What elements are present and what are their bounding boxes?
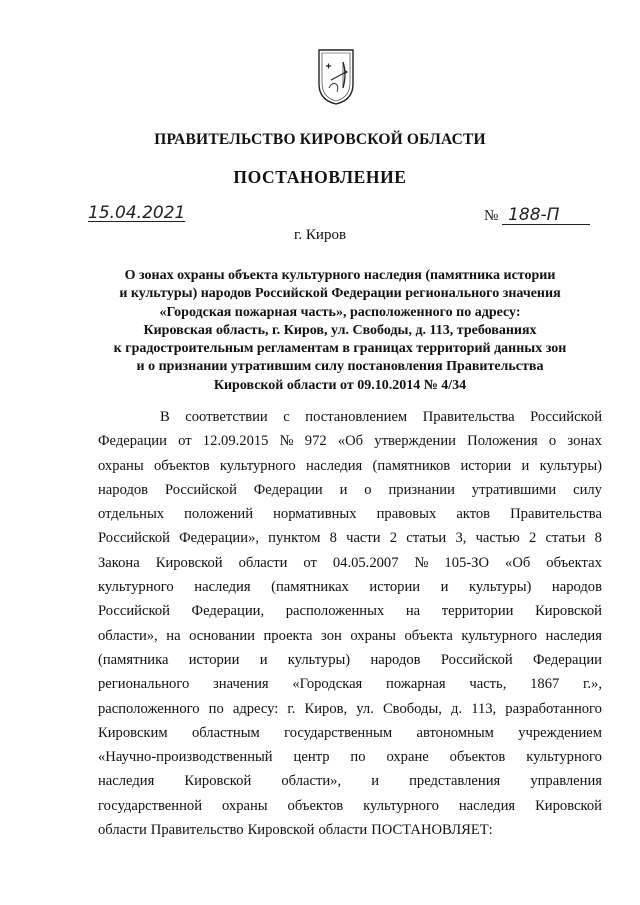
body-line [98,769,602,793]
body-word: г. [287,700,296,717]
body-word: пожарная [386,676,446,693]
body-word: области [238,554,288,571]
body-word: от [178,433,192,450]
body-word: «Об [505,554,531,571]
government-title: ПРАВИТЕЛЬСТВО КИРОВСКОЙ ОБЛАСТИ [154,131,486,148]
body-word: утратившими [471,481,557,498]
body-word: «Городская [292,676,363,693]
body-word: государственной [98,797,203,814]
body-word: (памятника [98,651,169,668]
body-line [98,721,602,745]
body-word: Кировским [98,724,168,741]
body-word: культурного [219,457,296,474]
body-word: истории [369,579,421,596]
body-word: зонах [567,433,602,450]
body-word: и [339,481,348,498]
body-word: наследия [194,579,251,596]
body-word: значения [213,676,269,693]
number-sign: № [484,208,499,224]
body-word: охраны [98,457,144,474]
body-word: культурного [98,579,174,596]
body-word: Федерации», [179,530,259,547]
body-word: области», [98,627,158,644]
body-word: частью [475,530,520,547]
body-word: Федерации [98,433,167,450]
body-word: силу [573,481,602,498]
body-line [98,697,602,721]
body-word: по [350,749,366,766]
body-word: 2 [389,530,398,547]
body-paragraph [98,405,602,842]
body-word: объектов [153,457,210,474]
body-word: народов [370,651,421,668]
body-word: о [364,481,372,498]
heading-line: к градостроительным регламентам в границах территорий данных зон [113,341,567,357]
body-word: соответствии [185,409,268,425]
body-word: объектах [546,554,602,571]
body-word: «Об [337,433,364,450]
body-word: культуры) [287,651,351,668]
body-word: Кировской [155,554,223,571]
body-word: часть, [469,676,507,693]
body-word: (памятников [372,457,451,474]
body-line [98,599,602,623]
body-word: народов [98,481,149,498]
body-line [98,818,602,842]
body-word: охраны [350,627,396,644]
body-word: утверждении [374,433,456,450]
body-word: признании [388,481,455,498]
body-line [98,478,602,502]
body-word: ул. [356,700,374,717]
body-word: актов [456,506,491,523]
body-line [98,429,602,453]
body-word: 8 [594,530,602,547]
body-word: культуры) [539,457,602,474]
body-word: по [208,700,224,717]
body-word: Свободы, [382,700,442,717]
city: г. Киров [293,227,347,243]
body-word: охраны [221,797,268,814]
body-word: Федерации [253,481,323,498]
body-word: Российской [164,481,237,498]
body-word: Федерации [533,651,602,668]
body-word: Российской [98,530,170,547]
body-word: «Научно-производственный [98,749,273,766]
body-word: объектов [449,749,506,766]
body-word: № [414,554,429,571]
body-word: расположенных [285,603,385,620]
body-word: территории [441,603,514,620]
body-word: и [521,457,530,474]
body-word: 04.05.2007 [332,554,399,571]
body-word: учреждением [518,724,602,741]
body-word: Положения [467,433,538,450]
body-word: № [279,433,294,450]
heading-line: «Городская пожарная часть», расположенного по адресу: [159,304,521,320]
body-line [98,794,602,818]
body-word: положений [184,506,254,523]
heading-line: О зонах охраны объекта культурного наследия (памятника истории [124,268,556,283]
body-word: народов [551,579,602,596]
body-line [98,502,602,526]
body-word: 12.09.2015 [202,433,269,450]
body-word: В [160,409,170,425]
body-word: культурного [526,749,602,766]
body-word: культуры) [469,579,532,596]
heading-line: Кировская область, г. Киров, ул. Свободы, д. 113, требованиях [143,322,537,338]
body-word: нормативных [273,506,357,523]
body-word: постановлением [305,409,408,425]
body-line [98,648,602,672]
heading-line: и культуры) народов Российской Федерации регионального значения [119,286,561,302]
document-heading [90,267,590,395]
body-word: г.», [583,676,602,693]
body-word: отдельных [98,506,165,523]
body-word: зон [321,627,342,644]
body-word: области», [281,773,342,790]
body-word: статьи [406,530,447,547]
document-date: 15.04.2021 [88,203,186,223]
body-word: Правительства [510,506,602,523]
document-number [484,206,590,225]
body-word: и [440,579,449,596]
body-word: Кировской [535,603,602,620]
body-word: 972 [304,433,327,450]
body-word: Российской [440,651,513,668]
coat-of-arms-icon [317,48,355,106]
body-word: истории [460,457,512,474]
body-word: Российской [530,409,602,425]
body-word: охране [386,749,429,766]
body-word: автономным [416,724,494,741]
body-word: 113, [471,700,497,717]
body-word: проекта [263,627,313,644]
body-word: от [303,554,317,571]
body-word: государственным [284,724,393,741]
body-word: Правительство [150,822,244,839]
body-word: 3, [455,530,467,547]
number-value: 188-П [502,206,590,225]
body-word: управления [530,773,602,790]
body-word: о [548,433,557,450]
document-type: ПОСТАНОВЛЕНИЕ [233,167,407,187]
body-word: ПОСТАНОВЛЯЕТ: [371,822,493,839]
body-word: части [346,530,381,547]
body-line [98,672,602,696]
body-word: областным [191,724,260,741]
body-word: объекта [404,627,453,644]
heading-line: и о признании утратившим силу постановления Правительства [136,359,544,375]
body-word: области [318,822,368,839]
body-word: представления [409,773,501,790]
body-word: 8 [329,530,337,547]
body-word: наследия [305,457,363,474]
body-word: наследия [545,627,602,644]
body-word: статьи [545,530,586,547]
body-word: пунктом [268,530,321,547]
body-word: на [166,627,181,644]
body-word: культурного [363,797,439,814]
body-word: Российской [98,603,170,620]
body-word: на [405,603,421,620]
body-word: объектов [287,797,344,814]
body-word: с [283,409,290,425]
body-word: наследия [458,797,516,814]
body-word: центр [293,749,330,766]
body-word: Закона [98,554,140,571]
body-word: Кировской [535,797,602,814]
body-word: основании [189,627,255,644]
body-word: правовых [376,506,437,523]
body-word: 105-ЗО [444,554,490,571]
body-word: культурного [461,627,538,644]
body-word: (памятниках [271,579,349,596]
body-word: адресу: [232,700,279,717]
body-word: расположенного [98,700,200,717]
body-word: Федерации, [191,603,265,620]
body-line [98,745,602,769]
body-word: д. [451,700,463,717]
body-word: наследия [98,773,155,790]
body-word: области [98,822,147,839]
body-line [98,551,602,575]
body-word: Правительства [422,409,515,425]
body-word: Кировской [247,822,315,839]
body-line [98,454,602,478]
body-word: истории [188,651,240,668]
body-word: 2 [529,530,537,547]
body-word: разработанного [505,700,602,717]
body-line [98,575,602,599]
body-word: и [371,773,379,790]
body-word: 1867 [530,676,560,693]
body-line [98,526,602,550]
body-line [98,624,602,648]
heading-line: Кировской области от 09.10.2014 № 4/34 [213,377,467,393]
body-line [98,405,602,429]
body-word: Киров, [304,700,348,717]
body-word: Кировской [184,773,252,790]
body-word: и [259,651,268,668]
body-word: регионального [98,676,190,693]
